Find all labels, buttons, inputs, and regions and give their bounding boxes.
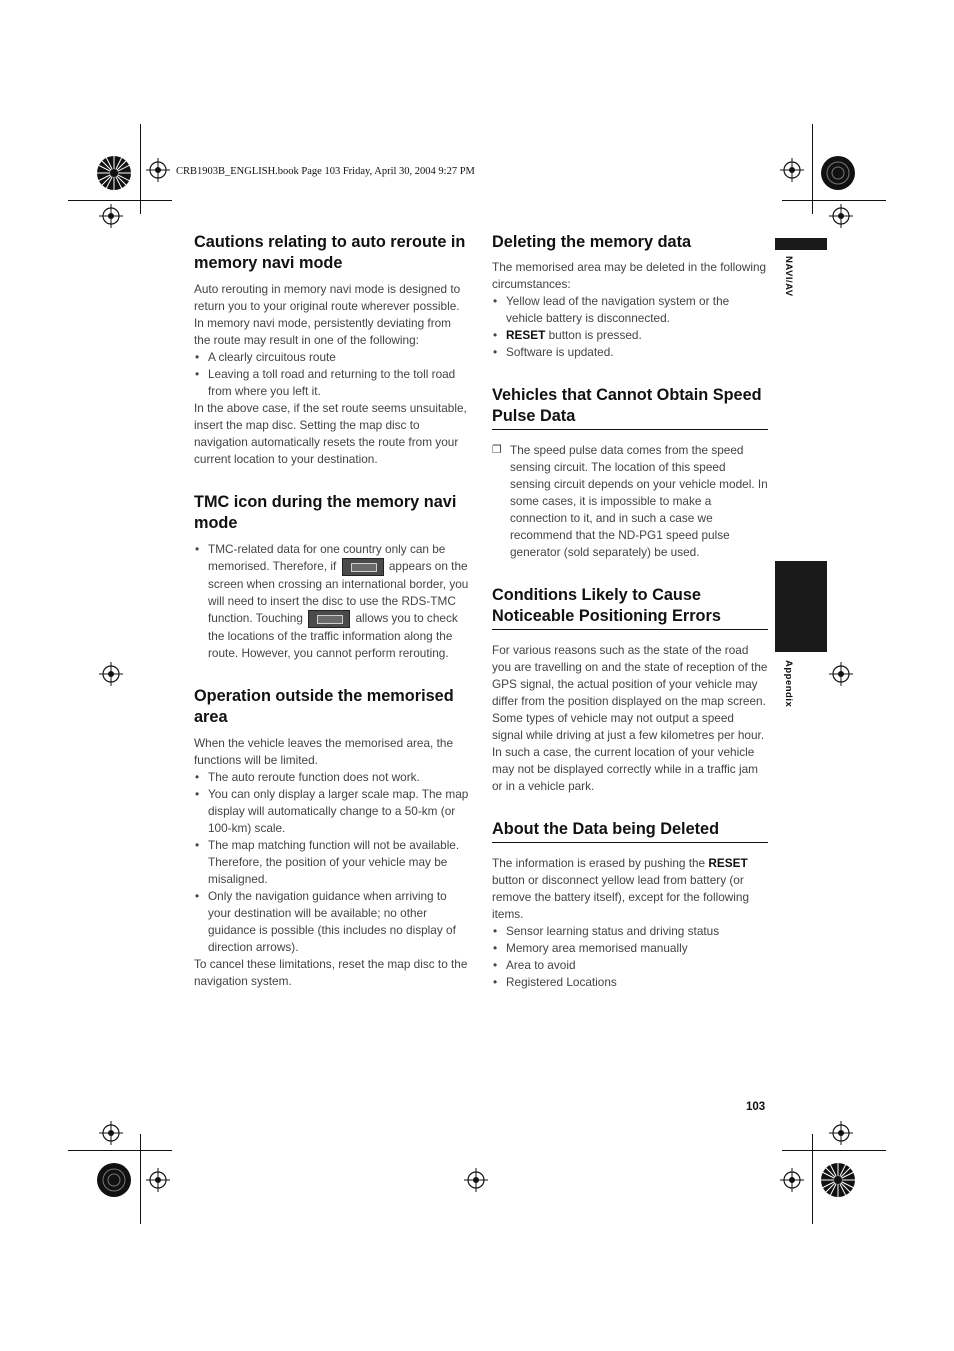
section-title: Deleting the memory data [492, 233, 692, 251]
list-item: • The map matching function will not be available. Therefore, the position of your vehicle may be misaligned. [194, 837, 470, 888]
paragraph: To cancel these limitations, reset the map disc to the navigation system. [194, 957, 468, 988]
crop-mark [68, 1150, 172, 1151]
section-cautions-auto-reroute [194, 232, 470, 468]
section-deleting-memory-data [492, 232, 768, 361]
crosshair-registration-icon [146, 1168, 170, 1192]
crop-mark [782, 1150, 886, 1151]
section-title: Operation outside the memorised area [194, 687, 454, 726]
note-list [492, 442, 768, 561]
starburst-registration-icon [820, 155, 856, 191]
paragraph: In the above case, if the set route seems unsuitable, insert the map disc. Setting the map disc to navigation automatically resets the route from your current location to your destination. [194, 401, 467, 466]
section-tmc-icon [194, 492, 470, 662]
navi-av-tab-bar [775, 238, 827, 250]
navi-av-tab-label: NAVI/AV [783, 256, 794, 297]
text-fragment: button is pressed. [545, 328, 642, 342]
crosshair-registration-icon [780, 1168, 804, 1192]
list-item: • Leaving a toll road and returning to the toll road from where you left it. [194, 366, 470, 400]
crosshair-registration-icon [829, 1121, 853, 1145]
paragraph: In memory navi mode, persistently deviating from the route may result in one of the following: [194, 316, 452, 347]
paragraph: For various reasons such as the state of the road you are travelling on and the state of reception of the GPS signal, the actual position of your vehicle may differ from the position displayed on the map screen. [492, 643, 768, 708]
section-title: TMC icon during the memory navi mode [194, 493, 457, 532]
crosshair-registration-icon [99, 662, 123, 686]
text-fragment: button or disconnect yellow lead from battery (or remove the battery itself), except for the following items. [492, 873, 750, 921]
bullet-list [194, 769, 470, 956]
right-column [492, 232, 768, 991]
crosshair-registration-icon [99, 1121, 123, 1145]
crosshair-registration-icon [146, 158, 170, 182]
starburst-registration-icon [96, 1162, 132, 1198]
text-fragment: allows you to check the locations of the traffic information along the route. However, you cannot perform rerouting. [208, 611, 458, 660]
crop-mark [140, 1134, 141, 1224]
tmc-icon [342, 558, 384, 576]
list-item: • Yellow lead of the navigation system or the vehicle battery is disconnected. [492, 293, 768, 327]
section-positioning-errors [492, 585, 768, 795]
list-item [194, 541, 470, 662]
paragraph: Auto rerouting in memory navi mode is designed to return you to your original route wherever possible. [194, 282, 461, 313]
list-item: • Area to avoid [492, 957, 768, 974]
reset-label: RESET [708, 856, 748, 870]
section-data-being-deleted [492, 819, 768, 991]
page-number: 103 [746, 1101, 766, 1113]
list-item: • The auto reroute function does not work. [194, 769, 470, 786]
bullet-list [194, 541, 470, 662]
paragraph [492, 855, 768, 923]
list-item: • A clearly circuitous route [194, 349, 470, 366]
list-item: • Only the navigation guidance when arriving to your destination will be available; no other guidance is possible (this includes no display of direction arrows). [194, 888, 470, 956]
crop-mark [812, 1134, 813, 1224]
section-title: Vehicles that Cannot Obtain Speed Pulse Data [492, 385, 768, 430]
crop-mark [68, 200, 172, 201]
crosshair-registration-icon [99, 204, 123, 228]
section-operation-outside-memorised-area [194, 686, 470, 990]
starburst-registration-icon [820, 1162, 856, 1198]
left-column [194, 232, 470, 990]
starburst-registration-icon [96, 155, 132, 191]
crosshair-registration-icon [780, 158, 804, 182]
bullet-list [492, 293, 768, 361]
print-header: CRB1903B_ENGLISH.book Page 103 Friday, April 30, 2004 9:27 PM [176, 166, 475, 177]
list-item: ❐ The speed pulse data comes from the speed sensing circuit. The location of this speed sensing circuit depends on your vehicle model. In some cases, it is impossible to make a connection to it, and in such a case we recommend that the ND-PG1 speed pulse generator (sold separately) be used. [492, 442, 768, 561]
crop-mark [782, 200, 886, 201]
section-title: Conditions Likely to Cause Noticeable Positioning Errors [492, 585, 768, 630]
section-title: Cautions relating to auto reroute in memory navi mode [194, 233, 466, 272]
appendix-tab-label: Appendix [783, 660, 794, 708]
list-item: • You can only display a larger scale map. The map display will automatically change to a 50-km (or 100-km) scale. [194, 786, 470, 837]
crosshair-registration-icon [829, 204, 853, 228]
bullet-list [492, 923, 768, 991]
section-title: About the Data being Deleted [492, 819, 768, 843]
bullet-list [194, 349, 470, 400]
text-fragment: appears on the screen when crossing an international border, you will need to insert the disc to use the RDS-TMC function. Touching [208, 559, 469, 626]
list-item: • Memory area memorised manually [492, 940, 768, 957]
paragraph: Some types of vehicle may not output a speed signal while driving at just a few kilometres per hour. In such a case, the current location of your vehicle may not be displayed correctly while in a traffic jam or in a vehicle park. [492, 711, 765, 793]
list-item: • Software is updated. [492, 344, 768, 361]
paragraph: The memorised area may be deleted in the following circumstances: [492, 260, 767, 291]
section-speed-pulse-data [492, 385, 768, 561]
text-fragment: TMC-related data for one country only can be memorised. Therefore, if [208, 542, 446, 574]
crosshair-registration-icon [464, 1168, 488, 1192]
list-item: • Registered Locations [492, 974, 768, 991]
text-fragment: The information is erased by pushing the [492, 856, 709, 870]
appendix-tab-bar [775, 561, 827, 652]
paragraph: When the vehicle leaves the memorised area, the functions will be limited. [194, 736, 454, 767]
tmc-info-icon [308, 610, 350, 628]
list-item [492, 327, 768, 344]
crosshair-registration-icon [829, 662, 853, 686]
reset-label: RESET [506, 328, 546, 342]
list-item: • Sensor learning status and driving status [492, 923, 768, 940]
